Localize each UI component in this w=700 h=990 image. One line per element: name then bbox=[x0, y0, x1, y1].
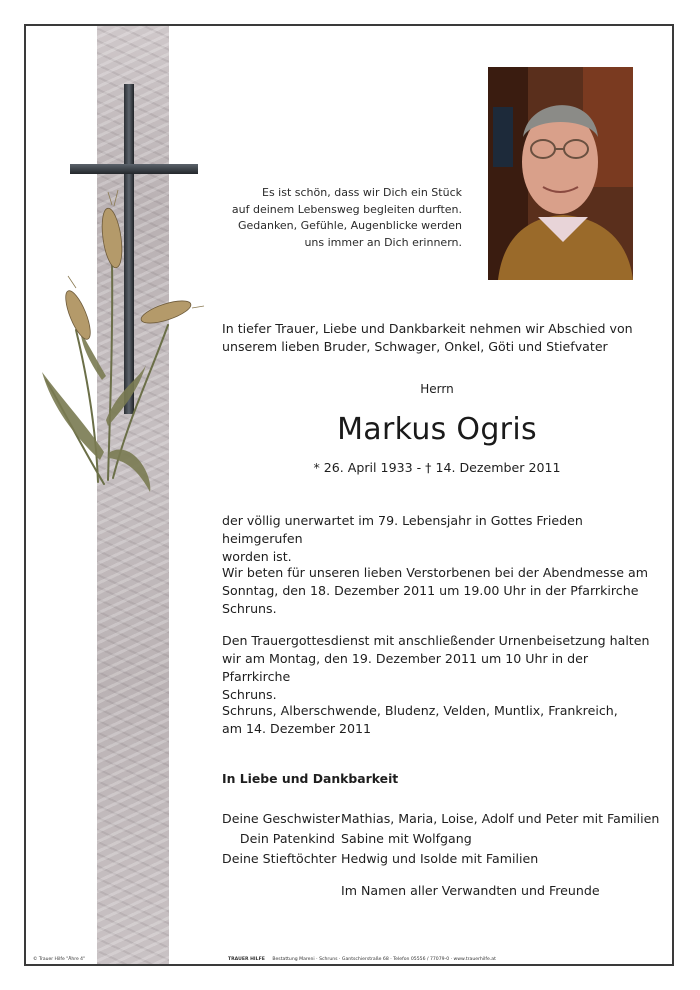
love-heading: In Liebe und Dankbarkeit bbox=[222, 771, 399, 786]
intro-line: unserem lieben Bruder, Schwager, Onkel, Göti und Stiefvater bbox=[222, 339, 608, 354]
mourner-label: Dein Patenkind bbox=[239, 831, 335, 846]
paragraph-line: am 14. Dezember 2011 bbox=[222, 721, 372, 736]
mourners-list bbox=[222, 809, 659, 869]
quote-line: auf deinem Lebensweg begleiten durften. bbox=[231, 202, 462, 216]
paragraph-line: Den Trauergottesdienst mit anschließender Urnenbeisetzung halten bbox=[222, 633, 650, 648]
paragraph-place-date bbox=[222, 702, 652, 738]
mourner-names: Mathias, Maria, Loise, Adolf und Peter mit Familien bbox=[341, 811, 660, 826]
quote-line: uns immer an Dich erinnern. bbox=[304, 235, 462, 249]
paragraph-line: worden ist. bbox=[222, 549, 292, 564]
deceased-name: Markus Ogris bbox=[337, 412, 537, 447]
design-credit: © Trauer Hilfe "Ähre 4" bbox=[33, 957, 86, 962]
mourner-label: Deine Stieftöchter bbox=[222, 851, 337, 866]
quote-line: Gedanken, Gefühle, Augenblicke werden bbox=[237, 219, 462, 232]
mourner-row bbox=[222, 809, 659, 829]
mourner-row bbox=[222, 829, 659, 849]
footer bbox=[228, 957, 496, 962]
salutation: Herrn bbox=[420, 382, 454, 396]
paragraph-line: Schruns, Alberschwende, Bludenz, Velden, Muntlix, Frankreich, bbox=[222, 703, 618, 718]
life-dates: * 26. April 1933 - † 14. Dezember 2011 bbox=[313, 460, 561, 475]
quote-line: Es ist schön, dass wir Dich ein Stück bbox=[262, 186, 462, 199]
paragraph-funeral-service bbox=[222, 632, 652, 704]
paragraph-line: Sonntag, den 18. Dezember 2011 um 19.00 Uhr in der Pfarrkirche bbox=[222, 583, 639, 598]
mourner-names: Sabine mit Wolfgang bbox=[341, 831, 472, 846]
closing-line: Im Namen aller Verwandten und Freunde bbox=[341, 883, 600, 898]
paragraph-line: Schruns. bbox=[222, 601, 277, 616]
portrait-photo bbox=[488, 67, 633, 280]
paragraph-line: wir am Montag, den 19. Dezember 2011 um 10 Uhr in der Pfarrkirche bbox=[222, 651, 589, 684]
mourner-names: Hedwig und Isolde mit Familien bbox=[341, 851, 539, 866]
mourner-row bbox=[222, 849, 659, 869]
cross-with-wheat-icon bbox=[38, 80, 208, 500]
paragraph-evening-mass bbox=[222, 564, 652, 618]
paragraph-line: der völlig unerwartet im 79. Lebensjahr in Gottes Frieden heimgerufen bbox=[222, 513, 583, 546]
footer-brand: TRAUER HILFE bbox=[228, 957, 265, 962]
paragraph-line: Schruns. bbox=[222, 687, 277, 702]
footer-details: Bestattung Mareni · Schruns · Gantschierstraße 68 · Telefon 05556 / 77079-0 · www.trauerhilfe.at bbox=[272, 957, 496, 962]
intro-text bbox=[222, 320, 642, 356]
mourner-label: Deine Geschwister bbox=[222, 811, 340, 826]
intro-line: In tiefer Trauer, Liebe und Dankbarkeit nehmen wir Abschied von bbox=[222, 321, 633, 336]
paragraph-line: Wir beten für unseren lieben Verstorbenen bei der Abendmesse am bbox=[222, 565, 649, 580]
memorial-quote bbox=[215, 185, 462, 251]
paragraph-passing bbox=[222, 512, 652, 566]
